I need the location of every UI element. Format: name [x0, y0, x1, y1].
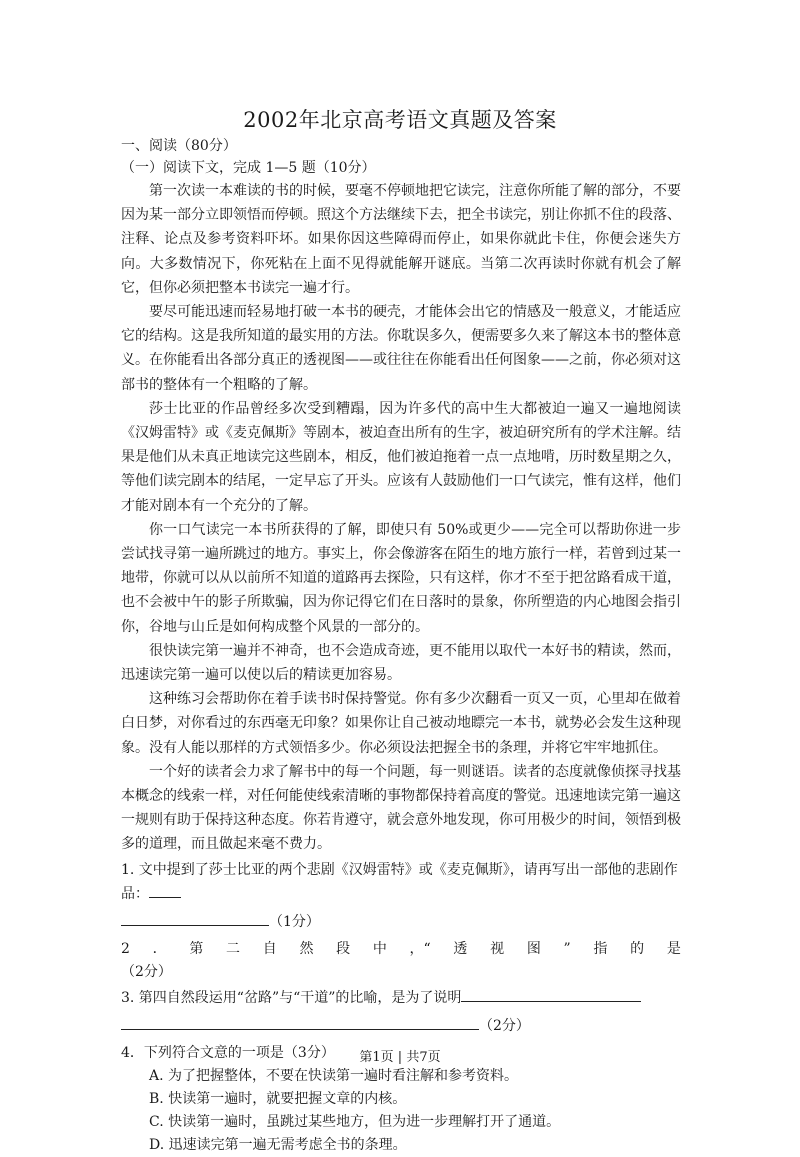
q2-char: 段 — [336, 940, 351, 957]
q2-char: 的 — [630, 940, 645, 957]
section-heading: 一、阅读（80分） — [121, 138, 237, 154]
q2-char: ． — [152, 940, 167, 957]
paragraph-7: 一个好的读者会力求了解书中的每一个问题，每一则谜语。读者的态度就像侦探寻找基本概念的线索一样，对任何能使线索清晰的事物都保持着高度的警觉。迅速地读完第一遍这一规则有助于保持这种态度。你若肯遵守，就会意外地发现，你可用极少的时间，领悟到极多的道理，而且做起来毫不费力。 — [121, 763, 681, 853]
q2-char: 中 — [372, 940, 387, 957]
q2-char: ” — [563, 940, 571, 957]
question-3-line2 — [121, 1014, 681, 1038]
question-3-score: （2分） — [479, 1017, 530, 1034]
q2-char: 图 — [526, 940, 541, 957]
q2-char: 是 — [666, 940, 681, 957]
question-2-score: （2分） — [121, 963, 172, 980]
answer-blank-3b[interactable] — [121, 1014, 479, 1030]
option-a[interactable]: A. 为了把握整体，不要在快读第一遍时看注解和参考资料。 — [149, 1067, 519, 1084]
content-body — [121, 135, 681, 1157]
q2-char: 然 — [299, 940, 314, 957]
question-1-line2 — [121, 910, 681, 934]
question-3-text: 3. 第四自然段运用“岔路”与“干道”的比喻，是为了说明 — [121, 989, 462, 1006]
page-footer: 第1页 | 共7页 — [359, 1050, 441, 1065]
paragraph-3: 莎士比亚的作品曾经多次受到糟蹋，因为许多代的高中生大都被迫一遍又一遍地阅读《汉姆雷特》或《麦克佩斯》等剧本，被迫查出所有的生字，被迫研究所有的学术注解。结果是他们从未真正地读完这些剧本，相反，他们被迫拖着一点一点地啃，历时数星期之久，等他们读完剧本的结尾，一定早忘了开头。应该有人鼓励他们一口气读完，惟有这样，他们才能对剧本有一个充分的了解。 — [121, 400, 681, 514]
option-d[interactable]: D. 迅速读完第一遍无需考虑全书的条理。 — [149, 1136, 407, 1153]
question-2 — [121, 938, 681, 961]
q2-char: 指 — [593, 940, 608, 957]
q2-char: 第 — [189, 940, 204, 957]
answer-blank-1a[interactable] — [149, 882, 181, 898]
question-1-text: 1. 文中提到了莎士比亚的两个悲剧《汉姆雷特》或《麦克佩斯》，请再写出一部他的悲剧作品： — [121, 861, 678, 902]
question-1-score: （1分） — [269, 913, 320, 930]
answer-blank-3a[interactable] — [461, 986, 641, 1002]
q2-char: 2 — [121, 940, 130, 957]
q2-char: 视 — [490, 940, 505, 957]
page-title: 2002年北京高考语文真题及答案 — [243, 108, 557, 132]
paragraph-4: 你一口气读完一本书所获得的了解，即使只有 50%或更少——完全可以帮助你进一步尝试找寻第一遍所跳过的地方。事实上，你会像游客在陌生的地方旅行一样，若曾到过某一地带，你就可以从以前所不知道的道路再去探险，只有这样，你才不至于把岔路看成干道，也不会被中午的影子所欺骗，因为你记得它们在日落时的景象，你所塑造的内心地图会指引你，谷地与山丘是如何构成整个风景的一部分的。 — [121, 521, 681, 635]
paragraph-6: 这种练习会帮助你在着手读书时保持警觉。你有多少次翻看一页又一页，心里却在做着白日梦，对你看过的东西毫无印象？如果你让自己被动地瞟完一本书，就势必会发生这种现象。没有人能以那样的方式领悟多少。你必须设法把握全书的条理，并将它牢牢地抓住。 — [121, 691, 681, 756]
question-1 — [121, 859, 681, 906]
q2-char: 二 — [226, 940, 241, 957]
question-3 — [121, 986, 681, 1010]
q2-char: 自 — [262, 940, 277, 957]
paragraph-5: 很快读完第一遍并不神奇，也不会造成奇迹，更不能用以取代一本好书的精读，然而，迅速读完第一遍可以使以后的精读更加容易。 — [121, 642, 681, 684]
option-c[interactable]: C. 快读第一遍时，虽跳过某些地方，但为进一步理解打开了通道。 — [149, 1113, 561, 1130]
paragraph-1: 第一次读一本难读的书的时候，要毫不停顿地把它读完，注意你所能了解的部分，不要因为某一部分立即领悟而停顿。照这个方法继续下去，把全书读完，别让你抓不住的段落、注释、论点及参考资料吓坏。如果你因这些障碍而停止，如果你就此卡住，你便会迷失方向。大多数情况下，你死粘在上面不见得就能解开谜底。当第二次再读时你就有机会了解它，但你必须把整本书读完一遍才行。 — [121, 183, 681, 296]
q2-char: ，“ — [409, 940, 431, 957]
paragraph-2: 要尽可能迅速而轻易地打破一本书的硬壳，才能体会出它的情感及一般意义，才能适应它的结构。这是我所知道的最实用的方法。你耽误多久，便需要多久来了解这本书的整体意义。在你能看出各部分真正的透视图——或往往在你能看出任何图象——之前，你必须对这部书的整体有一个粗略的了解。 — [121, 304, 681, 393]
subsection-heading: （一）阅读下文，完成 1—5 题（10分） — [121, 160, 376, 176]
option-b[interactable]: B. 快读第一遍时，就要把握文章的内核。 — [149, 1090, 407, 1107]
q2-char: 透 — [453, 940, 468, 957]
answer-blank-1b[interactable] — [121, 910, 269, 926]
question-4: 4．下列符合文意的一项是（3分） — [121, 1044, 335, 1061]
